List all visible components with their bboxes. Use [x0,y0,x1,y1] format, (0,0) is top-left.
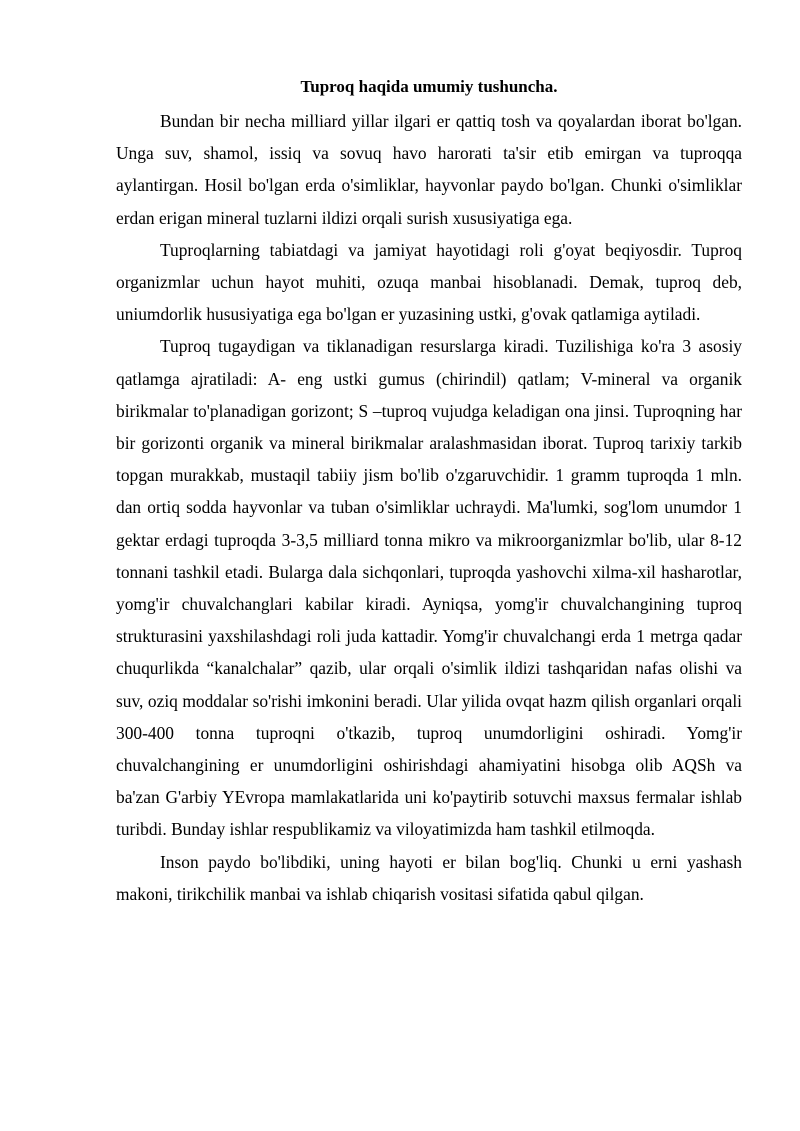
paragraph-1: Bundan bir necha milliard yillar ilgari er qattiq tosh va qoyalardan iborat bo'lgan. Unga suv, shamol, issiq va sovuq havo harorati ta'sir etib emirgan va tuproqqa aylantirgan. Hosil bo'lgan erda o'simliklar, hayvonlar paydo bo'lgan. Chunki o'simliklar erdan erigan mineral tuzlarni ildizi orqali surish xususiyatiga ega. [116,111,742,228]
paragraph-3: Tuproq tugaydigan va tiklanadigan resurslarga kiradi. Tuzilishiga ko'ra 3 asosiy qatlamga ajratiladi: A- eng ustki gumus (chirindil) qatlam; V-mineral va organik birikmalar to'planadigan gorizont; S –tuproq vujudga keladigan ona jinsi. Tuproqning har bir gorizonti organik va mineral birikmalar aralashmasidan iborat. Tuproq tarixiy tarkib topgan murakkab, mustaqil tabiiy jism bo'lib o'zgaruvchidir. 1 gramm tuproqda 1 mln. dan ortiq sodda hayvonlar va tuban o'simliklar uchraydi. Ma'lumki, sog'lom unumdor 1 gektar erdagi tuproqda 3-3,5 milliard tonna mikro va mikroorganizmlar bo'lib, ular 8-12 tonnani tashkil etadi. Bularga dala sichqonlari, tuproqda yashovchi xilma-xil hasharotlar, yomg'ir chuvalchanglari kabilar kiradi. Ayniqsa, yomg'ir chuvalchangining tuproq strukturasini yaxshilashdagi roli juda kattadir. Yomg'ir chuvalchangi erda 1 metrga qadar chuqurlikda “kanalchalar” qazib, ular orqali o'simlik ildizi tashqaridan nafas olishi va suv, oziq moddalar so'rishi imkonini beradi. Ular yilida ovqat hazm qilish organlari orqali 300-400 tonna tuproqni o'tkazib, tuproq unumdorligini oshiradi. Yomg'ir chuvalchangining er unumdorligini oshirishdagi ahamiyatini hisobga olib AQSh va ba'zan G'arbiy YEvropa mamlakatlarida uni ko'paytirib sotuvchi maxsus fermalar ishlab turibdi. Bunday ishlar respublikamiz va viloyatimizda ham tashkil etilmoqda. [116,336,742,840]
document-page [116,72,742,910]
document-title: Tuproq haqida umumiy tushuncha. [300,77,558,96]
paragraph-2: Tuproqlarning tabiatdagi va jamiyat hayotidagi roli g'oyat beqiyosdir. Tuproq organizmlar uchun hayot muhiti, ozuqa manbai hisoblanadi. Demak, tuproq deb, uniumdorlik hususiyatiga ega bo'lgan er yuzasining ustki, g'ovak qatlamiga aytiladi. [116,239,742,325]
paragraph-4: Inson paydo bo'libdiki, uning hayoti er bilan bog'liq. Chunki u erni yashash makoni, tirikchilik manbai va ishlab chiqarish vositasi sifatida qabul qilgan. [116,851,742,904]
